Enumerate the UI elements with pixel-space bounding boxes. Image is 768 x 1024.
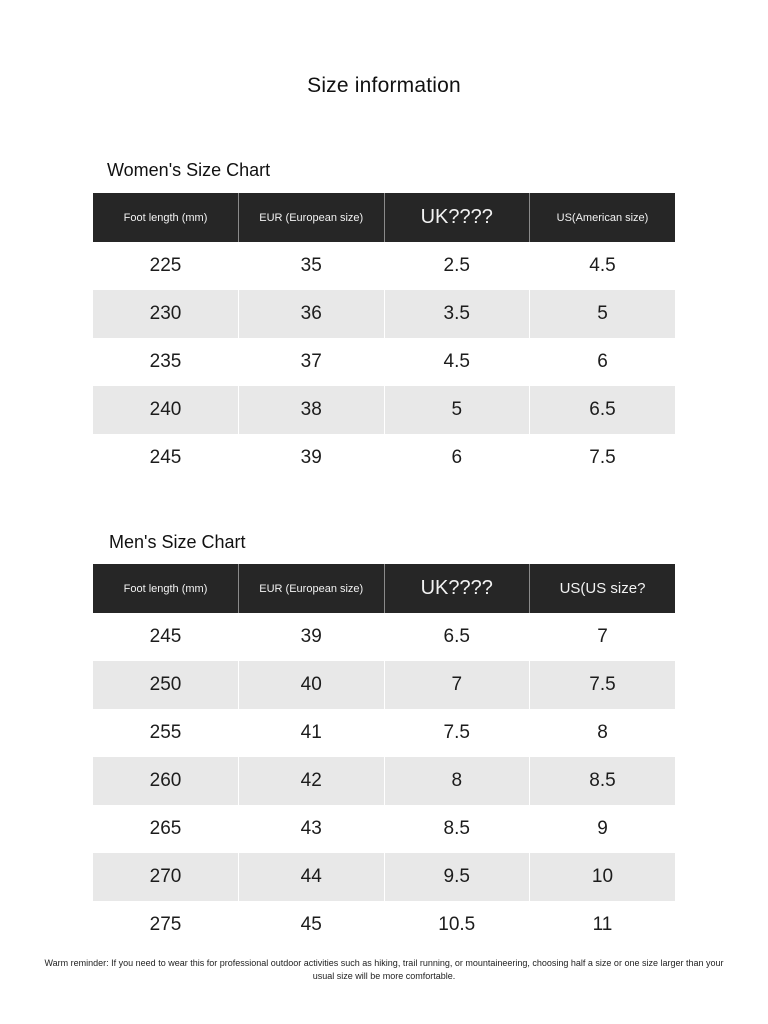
cell-foot-length: 255 bbox=[93, 709, 239, 757]
table-header-row bbox=[93, 564, 675, 613]
table-row bbox=[93, 805, 675, 853]
cell-uk: 3.5 bbox=[384, 290, 530, 338]
table-row bbox=[93, 290, 675, 338]
cell-eur: 39 bbox=[239, 613, 385, 661]
table-header-row bbox=[93, 193, 675, 242]
womens-size-chart-title: Women's Size Chart bbox=[107, 160, 271, 180]
cell-foot-length: 235 bbox=[93, 338, 239, 386]
cell-foot-length: 270 bbox=[93, 853, 239, 901]
cell-uk: 8 bbox=[384, 757, 530, 805]
cell-us: 11 bbox=[530, 901, 676, 949]
cell-us: 5 bbox=[530, 290, 676, 338]
cell-uk: 6 bbox=[384, 434, 530, 482]
cell-uk: 7.5 bbox=[384, 709, 530, 757]
cell-foot-length: 260 bbox=[93, 757, 239, 805]
cell-uk: 5 bbox=[384, 386, 530, 434]
cell-uk: 10.5 bbox=[384, 901, 530, 949]
warm-reminder-note: Warm reminder: If you need to wear this for professional outdoor activities such as hiking, trail running, or mountaineering, choosing half a size or one size larger than your usual size will be more comfortable. bbox=[44, 958, 724, 981]
cell-eur: 40 bbox=[239, 661, 385, 709]
cell-us: 8.5 bbox=[530, 757, 676, 805]
cell-uk: 9.5 bbox=[384, 853, 530, 901]
cell-us: 9 bbox=[530, 805, 676, 853]
cell-us: 6 bbox=[530, 338, 676, 386]
cell-us: 7.5 bbox=[530, 661, 676, 709]
table-row bbox=[93, 434, 675, 482]
column-header-foot-length: Foot length (mm) bbox=[93, 193, 239, 242]
table-row bbox=[93, 757, 675, 805]
table-row bbox=[93, 386, 675, 434]
cell-uk: 4.5 bbox=[384, 338, 530, 386]
cell-us: 8 bbox=[530, 709, 676, 757]
cell-uk: 8.5 bbox=[384, 805, 530, 853]
cell-foot-length: 245 bbox=[93, 613, 239, 661]
cell-uk: 2.5 bbox=[384, 242, 530, 290]
cell-us: 7 bbox=[530, 613, 676, 661]
cell-foot-length: 275 bbox=[93, 901, 239, 949]
column-header-us: US(US size? bbox=[530, 564, 676, 613]
table-row bbox=[93, 242, 675, 290]
cell-eur: 44 bbox=[239, 853, 385, 901]
table-row bbox=[93, 901, 675, 949]
cell-uk: 6.5 bbox=[384, 613, 530, 661]
table-row bbox=[93, 853, 675, 901]
mens-size-table bbox=[93, 564, 675, 949]
page-title: Size information bbox=[307, 74, 461, 97]
womens-size-table bbox=[93, 193, 675, 482]
cell-eur: 41 bbox=[239, 709, 385, 757]
cell-us: 10 bbox=[530, 853, 676, 901]
cell-foot-length: 225 bbox=[93, 242, 239, 290]
cell-foot-length: 250 bbox=[93, 661, 239, 709]
cell-eur: 39 bbox=[239, 434, 385, 482]
cell-us: 4.5 bbox=[530, 242, 676, 290]
mens-size-chart-title: Men's Size Chart bbox=[109, 532, 246, 552]
cell-uk: 7 bbox=[384, 661, 530, 709]
cell-foot-length: 265 bbox=[93, 805, 239, 853]
cell-us: 7.5 bbox=[530, 434, 676, 482]
table-row bbox=[93, 709, 675, 757]
cell-eur: 38 bbox=[239, 386, 385, 434]
cell-eur: 37 bbox=[239, 338, 385, 386]
cell-eur: 36 bbox=[239, 290, 385, 338]
cell-eur: 43 bbox=[239, 805, 385, 853]
column-header-eur: EUR (European size) bbox=[239, 193, 385, 242]
column-header-uk: UK???? bbox=[384, 193, 530, 242]
cell-foot-length: 240 bbox=[93, 386, 239, 434]
column-header-us: US(American size) bbox=[530, 193, 676, 242]
column-header-foot-length: Foot length (mm) bbox=[93, 564, 239, 613]
cell-eur: 45 bbox=[239, 901, 385, 949]
column-header-uk: UK???? bbox=[384, 564, 530, 613]
column-header-eur: EUR (European size) bbox=[239, 564, 385, 613]
cell-foot-length: 245 bbox=[93, 434, 239, 482]
cell-eur: 42 bbox=[239, 757, 385, 805]
cell-us: 6.5 bbox=[530, 386, 676, 434]
cell-foot-length: 230 bbox=[93, 290, 239, 338]
table-row bbox=[93, 661, 675, 709]
table-row bbox=[93, 338, 675, 386]
cell-eur: 35 bbox=[239, 242, 385, 290]
table-row bbox=[93, 613, 675, 661]
